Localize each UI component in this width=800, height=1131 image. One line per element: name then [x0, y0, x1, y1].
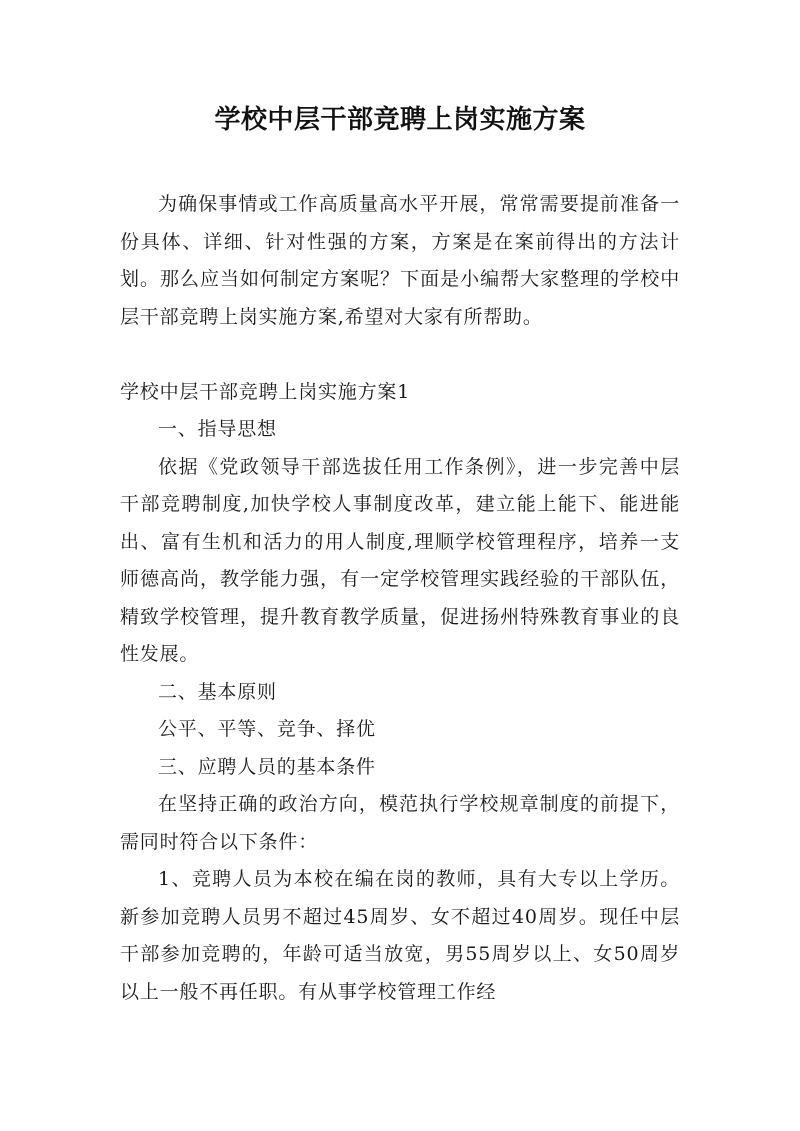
document-body: [120, 186, 680, 1011]
paragraph-basic-principles: 公平、平等、竞争、择优: [158, 718, 376, 740]
heading-basic-conditions: 三、应聘人员的基本条件: [158, 755, 376, 778]
intro-paragraph: 为确保事情或工作高质量高水平开展，常常需要提前准备一份具体、详细、针对性强的方案，方案是在案前得出的方法计划。那么应当如何制定方案呢？下面是小编帮大家整理的学校中层干部竞聘上岗实施方案,希望对大家有所帮助。: [120, 193, 680, 328]
paragraph-condition-1: 1、竞聘人员为本校在编在岗的教师，具有大专以上学历。新参加竞聘人员男不超过45周岁、女不超过40周岁。现任中层干部参加竞聘的，年龄可适当放宽，男55周岁以上、女50周岁以上一般不再任职。有从事学校管理工作经: [120, 868, 680, 1003]
paragraph-conditions-intro: 在坚持正确的政治方向，模范执行学校规章制度的前提下，需同时符合以下条件：: [120, 793, 680, 853]
section-title: 学校中层干部竞聘上岗实施方案1: [120, 380, 411, 403]
document-title: 学校中层干部竞聘上岗实施方案: [214, 105, 586, 135]
heading-guiding-ideology: 一、指导思想: [158, 418, 277, 440]
paragraph-spacer: [120, 336, 680, 374]
paragraph-guiding-ideology: 依据《党政领导干部选拔任用工作条例》，进一步完善中层干部竞聘制度,加快学校人事制度改革，建立能上能下、能进能出、富有生机和活力的用人制度,理顺学校管理程序，培养一支师德高尚，教学能力强，有一定学校管理实践经验的干部队伍，精致学校管理，提升教育教学质量，促进扬州特殊教育事业的良性发展。: [120, 455, 680, 665]
heading-basic-principles: 二、基本原则: [158, 680, 277, 703]
